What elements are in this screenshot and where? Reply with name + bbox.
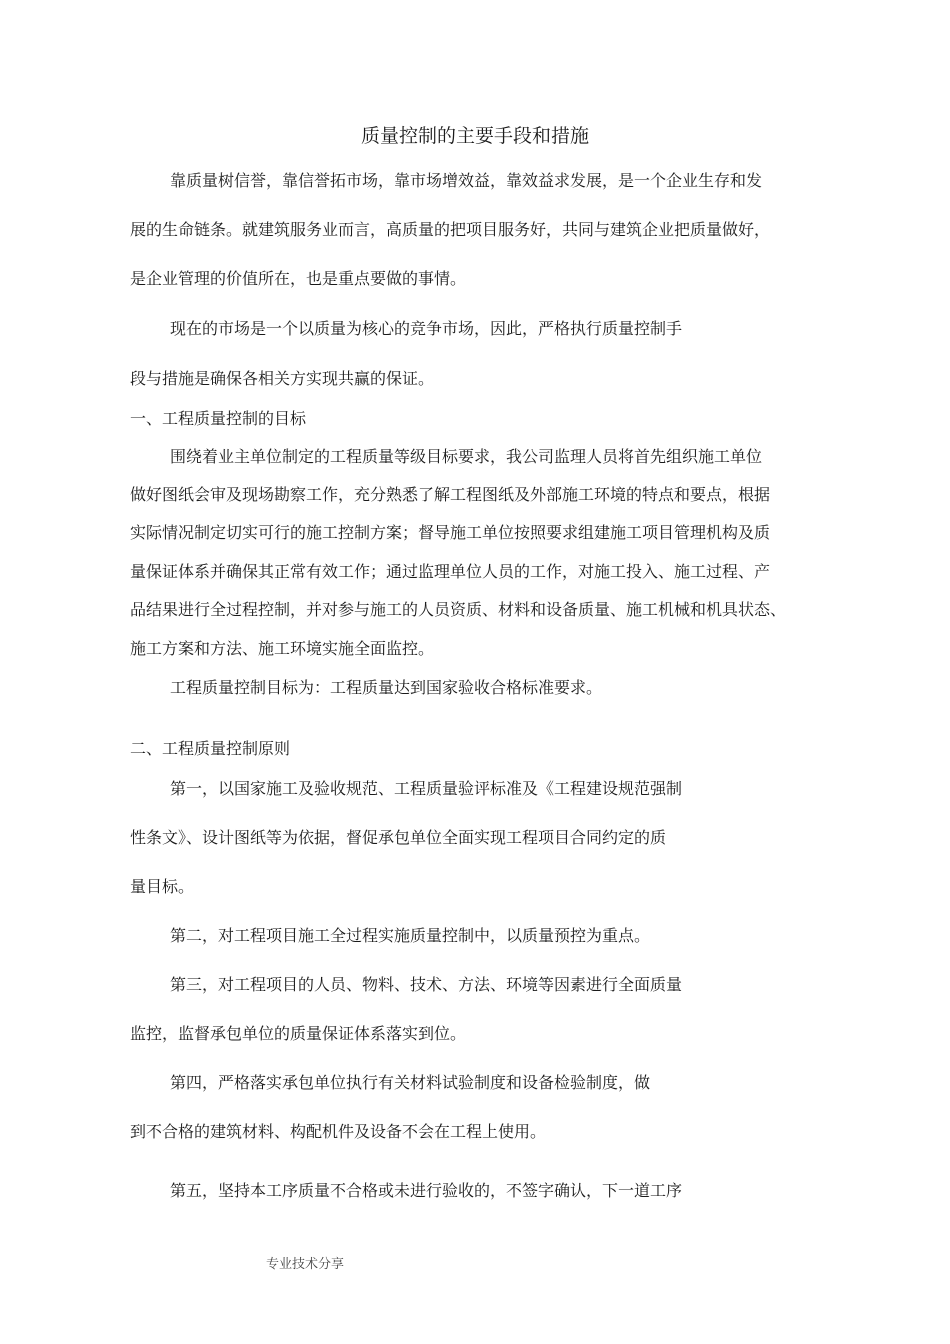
section2-item2: 第二，对工程项目施工全过程实施质量控制中，以质量预控为重点。 xyxy=(170,926,651,945)
section1-p1-line-5: 品结果进行全过程控制，并对参与施工的人员资质、材料和设备质量、施工机械和机具状态、 xyxy=(130,600,787,619)
section1-p1-line-6: 施工方案和方法、施工环境实施全面监控。 xyxy=(130,639,435,658)
section2-heading: 二、工程质量控制原则 xyxy=(130,739,291,758)
section2-item5-line-1: 第五，坚持本工序质量不合格或未进行验收的，不签字确认，下一道工序 xyxy=(170,1181,683,1200)
section1-p1-line-4: 量保证体系并确保其正常有效工作；通过监理单位人员的工作，对施工投入、施工过程、产 xyxy=(130,562,771,581)
intro-p2-line-2: 段与措施是确保各相关方实现共赢的保证。 xyxy=(130,369,435,388)
section1-heading: 一、工程质量控制的目标 xyxy=(130,409,307,428)
intro-p1-line-1: 靠质量树信誉，靠信誉拓市场，靠市场增效益，靠效益求发展，是一个企业生存和发 xyxy=(170,171,763,190)
section1-p1-line-3: 实际情况制定切实可行的施工控制方案；督导施工单位按照要求组建施工项目管理机构及质 xyxy=(130,523,771,542)
section2-item4-line-1: 第四，严格落实承包单位执行有关材料试验制度和设备检验制度，做 xyxy=(170,1073,651,1092)
intro-p2-line-1: 现在的市场是一个以质量为核心的竞争市场，因此，严格执行质量控制手 xyxy=(170,319,683,338)
intro-p1-line-3: 是企业管理的价值所在，也是重点要做的事情。 xyxy=(130,269,467,288)
page-footer: 专业技术分享 xyxy=(266,1257,345,1272)
section1-p1-line-2: 做好图纸会审及现场勘察工作，充分熟悉了解工程图纸及外部施工环境的特点和要点，根据 xyxy=(130,485,771,504)
section1-p2: 工程质量控制目标为：工程质量达到国家验收合格标准要求。 xyxy=(170,678,603,697)
section2-item4-line-2: 到不合格的建筑材料、构配机件及设备不会在工程上使用。 xyxy=(130,1122,547,1141)
section2-item3-line-1: 第三，对工程项目的人员、物料、技术、方法、环境等因素进行全面质量 xyxy=(170,975,683,994)
section1-p1-line-1: 围绕着业主单位制定的工程质量等级目标要求，我公司监理人员将首先组织施工单位 xyxy=(170,447,763,466)
section2-item1-line-2: 性条文》、设计图纸等为依据，督促承包单位全面实现工程项目合同约定的质 xyxy=(130,828,667,847)
section2-item3-line-2: 监控，监督承包单位的质量保证体系落实到位。 xyxy=(130,1024,467,1043)
document-title: 质量控制的主要手段和措施 xyxy=(360,125,589,147)
intro-p1-line-2: 展的生命链条。就建筑服务业而言，高质量的把项目服务好，共同与建筑企业把质量做好， xyxy=(130,220,771,239)
section2-item1-line-1: 第一，以国家施工及验收规范、工程质量验评标准及《工程建设规范强制 xyxy=(170,779,683,798)
section2-item1-line-3: 量目标。 xyxy=(130,877,195,896)
